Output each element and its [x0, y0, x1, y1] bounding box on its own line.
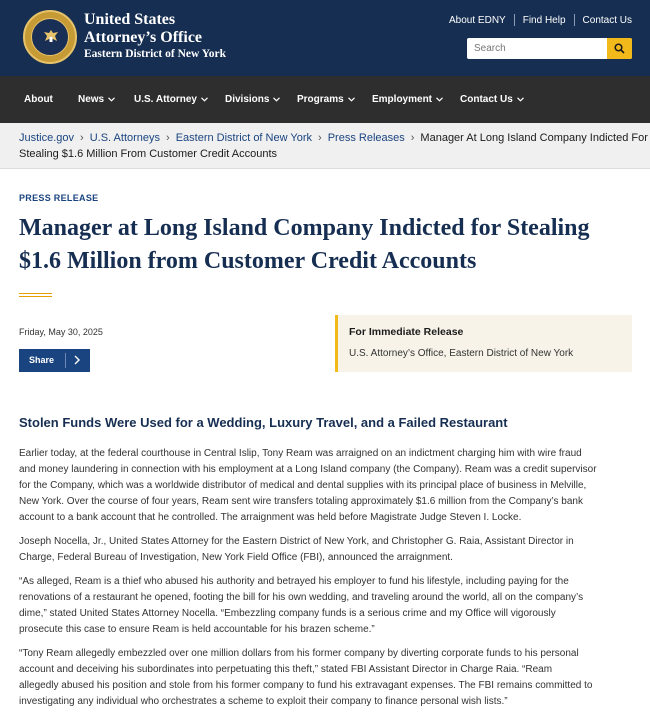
paragraph-line: renovations of a restaurant he opened, footing the bill for his own wedding, and traveling around the world, all on the company’s — [19, 592, 584, 603]
paragraph-line: Earlier today, at the federal courthouse in Central Islip, Tony Ream was arraigned on an indictment charging him with wire fraud — [19, 448, 582, 459]
breadcrumb-link-us-attorneys[interactable]: U.S. Attorneys — [89, 132, 161, 144]
search-box — [467, 38, 632, 59]
seal-inner-ring — [31, 18, 69, 56]
release-title: For Immediate Release — [349, 326, 464, 338]
breadcrumb-line — [19, 132, 648, 144]
title-underline — [19, 293, 52, 297]
search-icon — [614, 43, 625, 54]
paragraph-line: allegedly abused his position and stole from his former company to fund his extravagant expenses. The FBI remains committed to — [19, 680, 593, 691]
chevron-right-icon — [73, 355, 81, 365]
chevron-down-icon — [273, 97, 280, 102]
page-title-line1: Manager at Long Island Company Indicted for Stealing — [19, 215, 590, 241]
doj-seal-logo[interactable] — [23, 10, 77, 64]
nav-item-news[interactable] — [78, 76, 115, 123]
office-title[interactable] — [84, 11, 202, 47]
site-header — [0, 0, 650, 76]
breadcrumb-separator: › — [80, 132, 84, 144]
about-edny-link[interactable]: About EDNY — [449, 14, 506, 26]
nav-item-us-attorney[interactable] — [134, 76, 208, 123]
paragraph-line: “As alleged, Ream is a thief who abused his authority and betrayed his employer to fund his lifestyle, including paying for the — [19, 576, 569, 587]
breadcrumb-link-justice[interactable]: Justice.gov — [19, 132, 75, 144]
article-paragraph — [19, 646, 637, 710]
nav-item-label: Employment — [372, 94, 433, 105]
main-nav — [0, 76, 650, 123]
paragraph-line: and money laundering in connection with his employment at a Long Island company (the Company). Ream was a credit supervisor — [19, 464, 597, 475]
breadcrumb-current-line1: Manager At Long Island Company Indicted For — [420, 132, 648, 144]
chevron-down-icon — [108, 97, 115, 102]
share-button[interactable] — [19, 349, 90, 372]
breadcrumb-separator: › — [318, 132, 322, 144]
paragraph-line: account to a bank account that he controlled. The arraignment was held before Magistrate Judge Steven I. Locke. — [19, 512, 522, 523]
nav-item-about[interactable] — [24, 76, 53, 123]
find-help-link[interactable]: Find Help — [522, 14, 566, 26]
article-paragraph — [19, 534, 637, 566]
page-title — [19, 212, 639, 278]
nav-item-employment[interactable] — [372, 76, 443, 123]
divider — [65, 353, 66, 368]
breadcrumb-separator: › — [410, 132, 415, 144]
office-title-line1: United States — [84, 11, 176, 28]
article-paragraph — [19, 574, 637, 638]
share-label: Share — [29, 355, 55, 365]
nav-item-label: Programs — [297, 94, 344, 105]
nav-item-label: U.S. Attorney — [134, 94, 197, 105]
paragraph-line: Charge, Federal Bureau of Investigation, New York Field Office (FBI), announced the arraignment. — [19, 552, 453, 563]
breadcrumb-separator: › — [166, 132, 170, 144]
chevron-down-icon — [348, 97, 355, 102]
nav-item-label: About — [24, 94, 53, 105]
paragraph-line: New York. Over the course of four years, Ream sent wire transfers totaling approximately $1.6 million from the Company’s bank — [19, 496, 583, 507]
eagle-icon — [41, 27, 61, 47]
breadcrumb-current-line2: Stealing $1.6 Million From Customer Credit Accounts — [19, 148, 277, 160]
paragraph-line: Joseph Nocella, Jr., United States Attorney for the Eastern District of New York, and Christopher G. Raia, Assistant Director in — [19, 536, 574, 547]
nav-item-programs[interactable] — [297, 76, 355, 123]
nav-item-contact-us[interactable] — [460, 76, 524, 123]
nav-item-label: Divisions — [225, 94, 270, 105]
nav-item-label: News — [78, 94, 105, 105]
chevron-down-icon — [517, 97, 524, 102]
chevron-down-icon — [201, 97, 208, 102]
paragraph-line: prosecute this case to ensure Ream is held accountable for his brazen scheme.” — [19, 624, 375, 635]
search-button[interactable] — [607, 38, 632, 59]
publish-date: Friday, May 30, 2025 — [19, 327, 103, 337]
article-subheading: Stolen Funds Were Used for a Wedding, Luxury Travel, and a Failed Restaurant — [19, 415, 508, 430]
divider — [574, 14, 575, 26]
article-paragraph — [19, 446, 637, 526]
paragraph-line: “Tony Ream allegedly embezzled over one million dollars from his former company by diverting corporate funds to his personal — [19, 648, 579, 659]
search-input[interactable] — [467, 38, 607, 59]
paragraph-line: dime,” stated United States Attorney Nocella. “Embezzling company funds is a serious crime and my Office will vigorously — [19, 608, 556, 619]
release-info-box — [335, 315, 632, 372]
nav-item-label: Contact Us — [460, 94, 513, 105]
press-release-label: PRESS RELEASE — [19, 193, 99, 203]
chevron-down-icon — [436, 97, 443, 102]
paragraph-line: investigating any individual who orchestrates a scheme to exploit their company to finance personal wish lists.” — [19, 696, 508, 707]
divider — [514, 14, 515, 26]
breadcrumb-link-edny[interactable]: Eastern District of New York — [175, 132, 313, 144]
nav-item-divisions[interactable] — [225, 76, 280, 123]
breadcrumb-link-press-releases[interactable]: Press Releases — [327, 132, 405, 144]
contact-us-link[interactable]: Contact Us — [582, 14, 632, 26]
release-source: U.S. Attorney’s Office, Eastern District of New York — [349, 348, 574, 359]
breadcrumb — [0, 123, 650, 169]
paragraph-line: for the Company, which was a worldwide distributor of medical and dental supplies with its principal place of business in Melville, — [19, 480, 587, 491]
office-title-line2: Attorney’s Office — [84, 29, 203, 46]
page-title-line2: $1.6 Million from Customer Credit Accounts — [19, 248, 477, 274]
paragraph-line: account and deceiving his subordinates into perpetuating this theft,” stated FBI Assistant Director in Charge Raia. “Ream — [19, 664, 553, 675]
office-subtitle: Eastern District of New York — [84, 48, 227, 60]
utility-links — [449, 14, 632, 26]
